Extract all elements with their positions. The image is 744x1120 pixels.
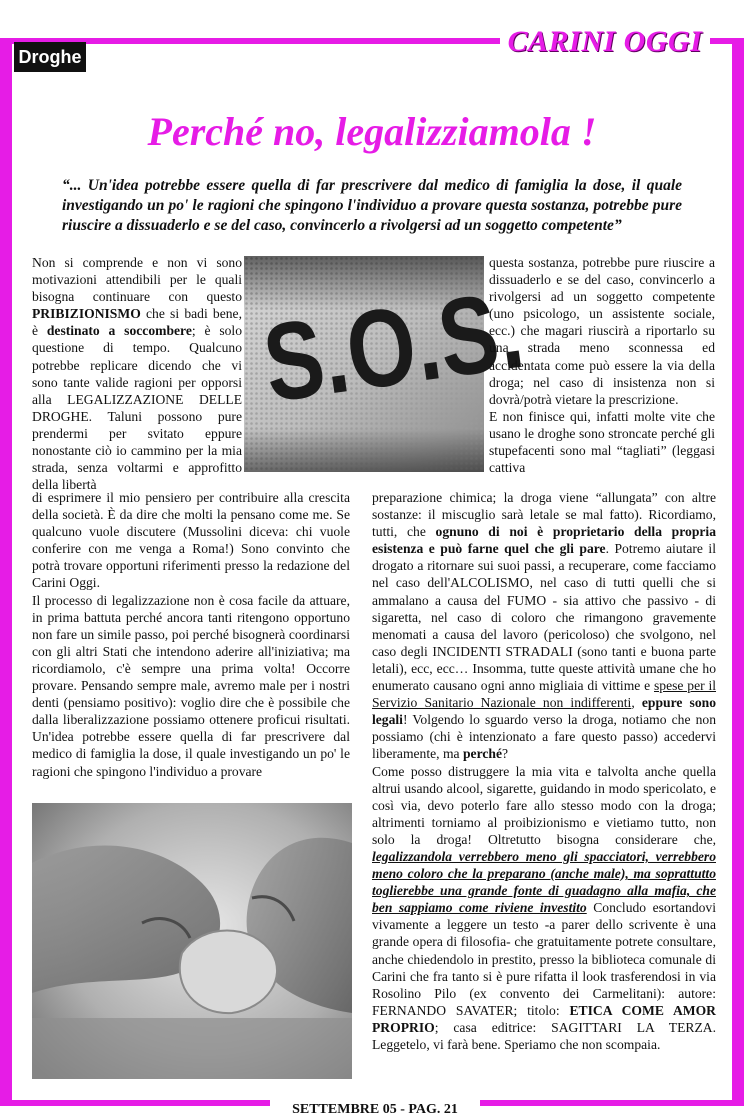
text-run: legalizzandola verrebbero meno gli spacciatori, verrebbero meno coloro che la preparano (anche male), ma soprattutto toglierebbe una grande fonte di guadagno alla mafia, che ben sappiamo come riviene investito xyxy=(372,848,716,916)
masthead-logo: CARINI OGGI xyxy=(500,22,710,62)
text-run: Come posso distruggere la mia vita e talvolta anche quella altrui usando alcool, sigarette, guidando in modo spericolato, e così via, devo poterlo fare allo stesso modo con la droga; altrimenti torniamo al proibizionismo e vietiamo tutto, non solo la droga! Oltretutto bisogna considerare che, xyxy=(372,763,716,847)
text-run: che si badi bene, è xyxy=(32,306,242,339)
text-run: destinato a soccombere xyxy=(46,323,192,339)
article-column-a xyxy=(32,254,242,493)
text-run: PRIBIZIONISMO xyxy=(32,306,141,322)
text-run: Concludo esortandovi vivamente a leggere un testo -a parer dello scrivente è una grande opera di filosofia- che gratuitamente potrete consultare, anche chiedendolo in prestito, presso la biblioteca comunale di Carini che fra tanto si è pure rifatta il look trasferendosi in via Rosolino Pilo (ex convento dei Carmelitani): autore: FERNANDO SAVATER; titolo: xyxy=(372,900,716,1018)
article-lead-quote: “... Un'idea potrebbe essere quella di far prescrivere dal medico di famiglia la dose, il quale investigando un po' le ragioni che spingono l'individuo a provare questa sostanza, potrebbe pure riuscire a dissuaderlo e se del caso, convincerlo a rivolgersi ad un soggetto competente” xyxy=(62,177,682,234)
frame-left-border xyxy=(0,38,12,1106)
article-headline: Perché no, legalizziamola ! xyxy=(147,109,597,154)
text-run: Il processo di legalizzazione non è cosa facile da attuare, in prima battuta perché ancora tanti ritengono opportuno non fare un simile passo, poi perché bisognerà coordinarsi con gli altri Stati che intendono aderire all'iniziativa; ma ricordiamolo, c'è sempre una prima volta! Occorre provare. Pensando sempre male, avremo male per i nostri denti (pensiamo positivo): voglio dire che è possibile che dalla liberalizzazione possiamo ottenere proficui risultati. Un'idea potrebbe essere quella di far prescrivere dal medico di famiglia la dose, il quale investigando un po' le ragioni che spingono l'individuo a provare xyxy=(32,592,350,779)
text-run: E non finisce qui, infatti molte vite che usano le droghe sono stroncate perché gli stupefacenti sono mal “tagliati” (leggasi cattiva xyxy=(489,408,715,476)
article-column-c xyxy=(489,254,715,476)
text-run: . Potremo aiutare il drogato a ritornare sui suoi passi, a recuperare, come facciamo nel caso dell'ALCOLISMO, nel caso di tutti quelli che si ammalano a causa del FUMO - sia attivo che passivo - di sigaretta, nel caso di coloro che rimangono gravemente menomati a causa del lavoro (pericoloso) che svolgono, nel caso degli INCIDENTI STRADALI (sono tanti e buona parte letali), ecc, ecc… Insomma, tutte queste attività umane che ho enumerato causano ogni anno migliaia di vittime e xyxy=(372,541,716,694)
hands-photo xyxy=(32,803,352,1079)
page-footer: SETTEMBRE 05 - PAG. 21 xyxy=(270,1100,480,1120)
text-run: perché xyxy=(462,746,502,762)
text-run: ! Volgendo lo sguardo verso la droga, notiamo che non possiamo (chi è intenzionato a fare questo passo) accedervi liberamente, ma xyxy=(372,712,716,762)
text-run: eppure sono legali xyxy=(372,695,716,728)
text-run: ETICA COME AMOR PROPRIO xyxy=(372,1002,717,1035)
text-run: ; è solo questione di tempo. Qualcuno potrebbe replicare dicendo che vi sono tante valide ragioni per opporsi alla LEGALIZZAZIONE DELLE DROGHE. Taluni possono pure prendermi per svitato eppure nonostante ciò io cammino per la mia strada, senza voltarmi e approfitto della libertà xyxy=(32,323,242,493)
sos-sign-photo xyxy=(244,256,531,472)
section-tag: Droghe xyxy=(14,42,86,72)
frame-right-border xyxy=(732,38,744,1106)
sos-sign-text: S.O.S. xyxy=(256,268,531,426)
text-run: ; casa editrice: SAGITTARI LA TERZA. Leggetelo, vi farà bene. Speriamo che non scompaia. xyxy=(372,1019,716,1052)
text-run: Non si comprende e non vi sono motivazioni attendibili per le quali bisogna continuare con questo xyxy=(32,255,242,305)
article-column-b xyxy=(32,489,350,780)
text-run: questa sostanza, potrebbe pure riuscire a dissuaderlo e se del caso, convincerlo a rivolgersi ad un soggetto competente (uno psicologo, un assistente sociale, ecc.) che magari riuscirà a riportarlo su una strada meno sconnessa ed accidentata come può essere la via della droga; nel caso di insistenza non si dovrà/potrà vietare la prescrizione. xyxy=(489,255,715,407)
text-run: spese per il Servizio Sanitario Nazionale non indifferenti xyxy=(372,678,717,711)
text-run: ? xyxy=(501,746,509,762)
text-run: ognuno di noi è proprietario della propria esistenza e può farne quel che gli pare xyxy=(372,524,716,557)
text-run: preparazione chimica; la droga viene “allungata” con altre sostanze: il miscuglio sarà letale se mal fatto). Ricordiamo, tutti, che xyxy=(372,490,716,540)
text-run: di esprimere il mio pensiero per contribuire alla crescita della società. È da dire che molti la pensano come me. Se qualcuno vuole discutere (Mussolini diceva: chi vuole conferire con me venga a Roma!) Sono convinto che potrà trovare opportuni riferimenti presso la redazione del Carini Oggi. xyxy=(32,490,350,591)
text-run: , xyxy=(631,695,642,711)
article-column-d xyxy=(372,489,716,1053)
